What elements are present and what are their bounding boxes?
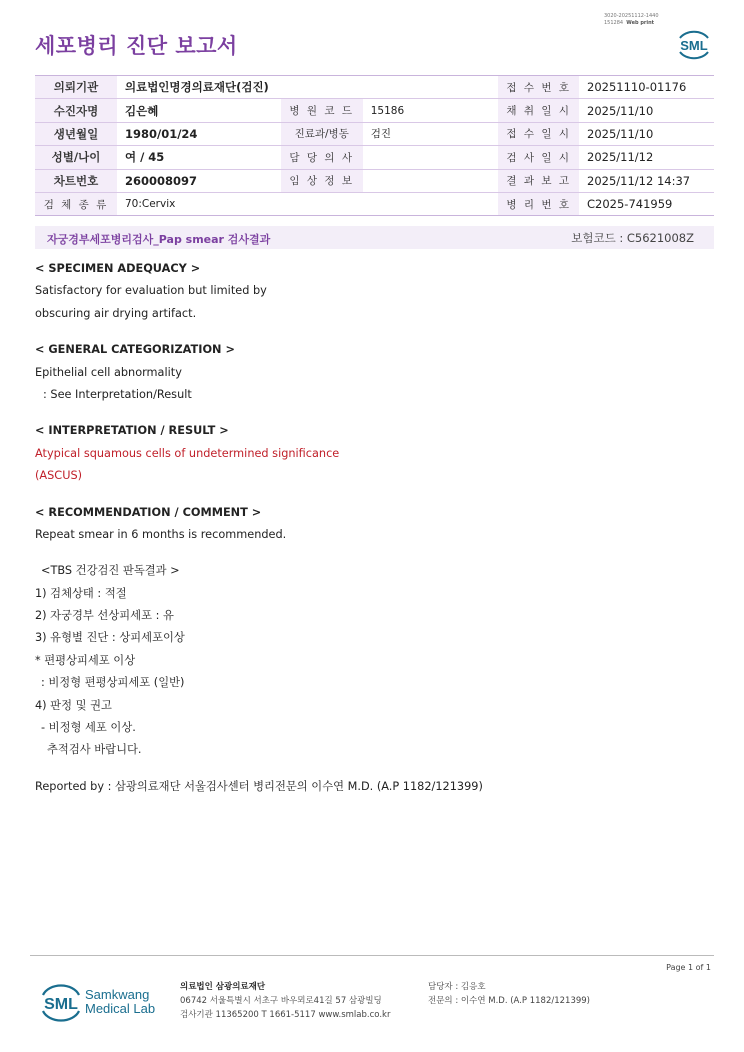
- info-row: [35, 146, 714, 169]
- footer-contact: 검사기관 11365200 T 1661-5117 www.smlab.co.kr: [180, 1010, 391, 1020]
- test-name: 자궁경부세포병리검사_Pap smear 검사결과: [47, 233, 271, 246]
- value-test-date: 2025/11/12: [579, 146, 714, 169]
- label-clinical-info: 임 상 정 보: [281, 169, 363, 192]
- reported-by: Reported by : 삼광의료재단 서울검사센터 병리전문의 이수연 M.D. (A.P 1182/121399): [35, 779, 483, 793]
- label-collection-date: 채 취 일 시: [498, 99, 579, 122]
- label-birth-date: 생년월일: [35, 122, 117, 145]
- footer-divider: [30, 955, 714, 956]
- page-number: Page 1 of 1: [666, 963, 711, 972]
- tbs-line: 1) 검체상태 : 적절: [35, 586, 127, 600]
- value-clinical-info: [363, 169, 499, 192]
- value-physician: [363, 146, 499, 169]
- value-sex-age: 여 / 45: [117, 146, 281, 169]
- label-patient-name: 수진자명: [35, 99, 117, 122]
- label-specimen-type: 검 체 종 류: [35, 192, 117, 215]
- footer-org-name: 의료법인 삼광의료재단: [180, 982, 266, 992]
- value-receipt-number: 20251110-01176: [579, 76, 714, 99]
- label-test-date: 검 사 일 시: [498, 146, 579, 169]
- label-result-report: 결 과 보 고: [498, 169, 579, 192]
- web-print-label: Web print: [626, 20, 655, 26]
- footer-brand-name: [85, 988, 155, 1016]
- recommendation-line: Repeat smear in 6 months is recommended.: [35, 527, 287, 541]
- info-row: [35, 169, 714, 192]
- section-general-categorization: < GENERAL CATEGORIZATION >: [35, 343, 235, 357]
- info-row: [35, 122, 714, 145]
- tbs-line: 2) 자궁경부 선상피세포 : 유: [35, 609, 174, 623]
- footer-sml-logo-icon: [37, 980, 85, 1024]
- label-physician: 담 당 의 사: [281, 146, 363, 169]
- interpretation-result-abbr: (ASCUS): [35, 469, 83, 483]
- interpretation-result: Atypical squamous cells of undetermined significance: [35, 446, 340, 460]
- section-specimen-adequacy: < SPECIMEN ADEQUACY >: [35, 262, 201, 275]
- tbs-line: 3) 유형별 진단 : 상피세포이상: [35, 631, 185, 645]
- value-patient-name: 김은혜: [117, 99, 281, 122]
- footer-logo-text: SML: [44, 996, 78, 1013]
- test-header-bar: [35, 226, 714, 249]
- footer-manager: 담당자 : 김응호: [428, 982, 486, 992]
- sml-logo-icon: [674, 26, 714, 62]
- value-birth-date: 1980/01/24: [117, 122, 281, 145]
- report-title: 세포병리 진단 보고서: [35, 34, 238, 58]
- label-department: 진료과/병동: [281, 122, 363, 145]
- footer-org-info: [180, 980, 390, 1022]
- insurance-code: 보험코드 : C5621008Z: [571, 231, 694, 245]
- footer-address: 06742 서울특별시 서초구 바우뫼로41길 57 삼광빌딩: [180, 996, 382, 1006]
- print-code-line1: 3020-20251112-1440: [604, 13, 659, 19]
- report-body: [35, 258, 695, 798]
- label-requesting-institution: 의뢰기관: [35, 76, 117, 99]
- section-recommendation: < RECOMMENDATION / COMMENT >: [35, 505, 262, 519]
- sml-logo-text: SML: [680, 38, 708, 53]
- print-code-line2: 151284: [604, 20, 624, 26]
- value-chart-number: 260008097: [117, 169, 281, 192]
- patient-info-table: [35, 75, 714, 216]
- value-result-report: 2025/11/12 14:37: [579, 169, 714, 192]
- value-pathology-number: C2025-741959: [579, 192, 714, 215]
- label-pathology-number: 병 리 번 호: [498, 192, 579, 215]
- value-collection-date: 2025/11/10: [579, 99, 714, 122]
- tbs-line: : 비정형 편평상피세포 (일반): [41, 676, 185, 690]
- tbs-heading: <TBS 건강검진 판독결과 >: [41, 564, 180, 578]
- label-receipt-number: 접 수 번 호: [498, 76, 579, 99]
- section-interpretation: < INTERPRETATION / RESULT >: [35, 424, 229, 438]
- label-hospital-code: 병 원 코 드: [281, 99, 363, 122]
- tbs-line: 4) 판정 및 권고: [35, 698, 112, 712]
- info-row: [35, 192, 714, 215]
- tbs-line: * 편평상피세포 이상: [35, 653, 136, 667]
- info-row: [35, 99, 714, 122]
- value-specimen-type: 70:Cervix: [117, 192, 498, 215]
- footer-staff-info: [428, 980, 590, 1008]
- footer-brand-line2: Medical Lab: [85, 1001, 156, 1016]
- label-sex-age: 성별/나이: [35, 146, 117, 169]
- value-hospital-code: 15186: [363, 99, 499, 122]
- adequacy-line: Satisfactory for evaluation but limited by: [35, 284, 267, 298]
- adequacy-line: obscuring air drying artifact.: [35, 306, 197, 320]
- label-chart-number: 차트번호: [35, 169, 117, 192]
- value-receipt-date: 2025/11/10: [579, 122, 714, 145]
- label-receipt-date: 접 수 일 시: [498, 122, 579, 145]
- info-row: [35, 76, 714, 99]
- tbs-line: - 비정형 세포 이상.: [41, 721, 136, 735]
- general-line: : See Interpretation/Result: [43, 387, 192, 401]
- print-code: [604, 13, 659, 27]
- general-line: Epithelial cell abnormality: [35, 365, 182, 379]
- value-department: 검진: [363, 122, 499, 145]
- tbs-line: 추적검사 바랍니다.: [47, 743, 142, 757]
- footer-specialist: 전문의 : 이수연 M.D. (A.P 1182/121399): [428, 996, 590, 1006]
- value-requesting-institution: 의료법인명경의료재단(검진): [117, 76, 498, 99]
- footer-brand-line1: Samkwang: [85, 987, 150, 1002]
